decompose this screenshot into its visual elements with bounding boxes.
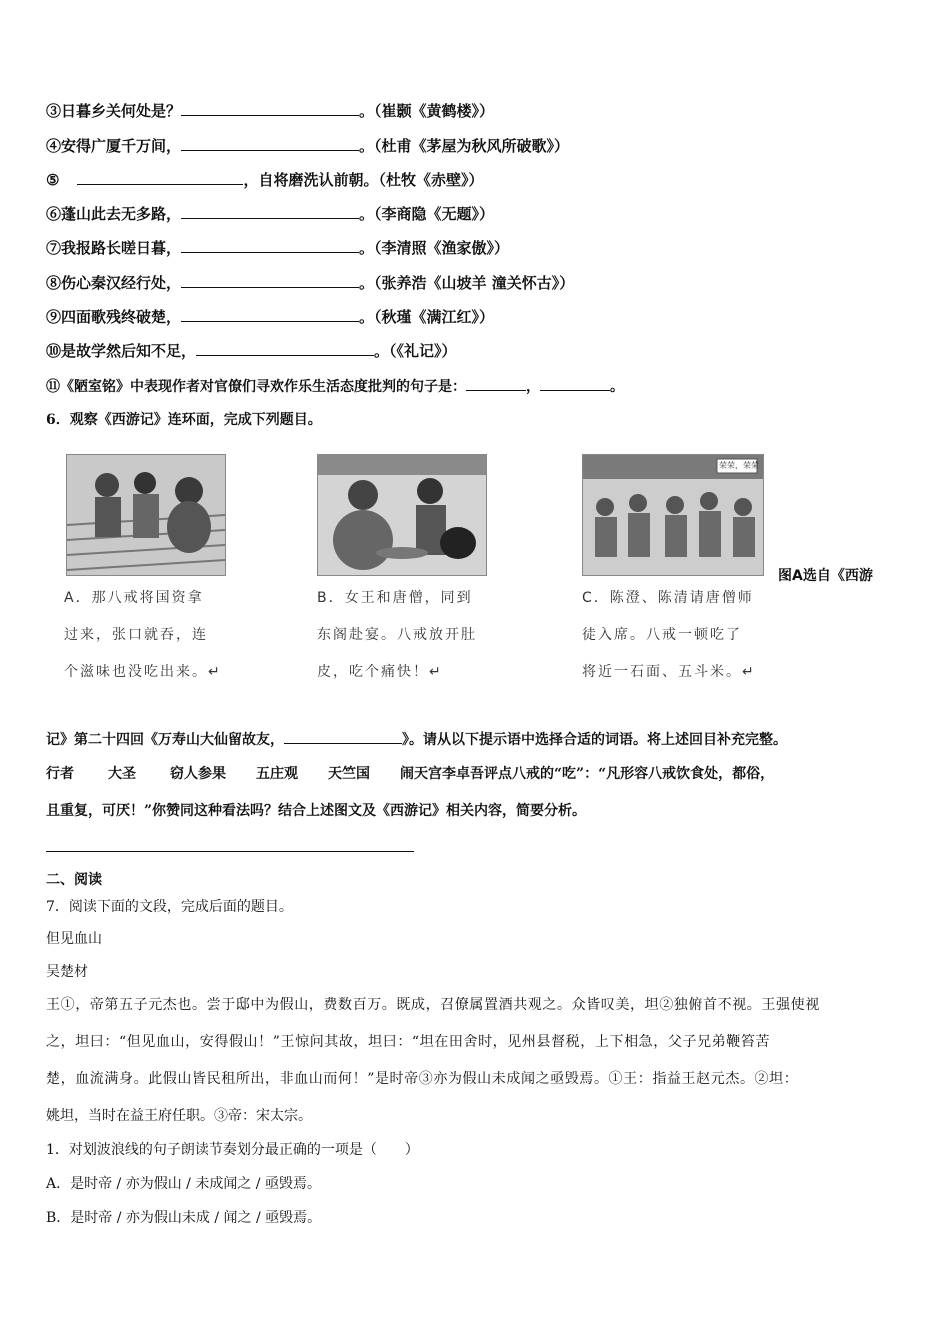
poem-text: 伤心秦汉经行处， — [61, 274, 182, 292]
question-text: 记》第二十四回《万寿山大仙留故友， — [46, 732, 284, 748]
poem-text: 日暮乡关何处是？ — [61, 102, 182, 120]
poem-text: 安得广厦千万间， — [61, 137, 182, 155]
option-word: 大圣 — [108, 766, 136, 782]
question-text: 》。请从以下提示语中选择合适的词语。将上述回目补充完整。 — [402, 732, 787, 748]
question-text: 闹天宫李卓吾评点八戒的“吃”：“凡形容八戒饮食处，都俗， — [400, 766, 775, 782]
answer-blank[interactable] — [466, 376, 526, 391]
answer-blank[interactable] — [196, 341, 374, 356]
item-number: ⑩ — [46, 342, 62, 360]
item-number: ⑥ — [46, 205, 62, 223]
poem-line-11 — [46, 376, 624, 397]
question-text: 《陋室铭》中表现作者对官僚们寻欢作乐生活态度批判的句子是： — [60, 379, 466, 395]
caption-line: 个滋味也没吃出来。↵ — [64, 664, 222, 680]
answer-blank[interactable] — [181, 101, 359, 116]
answer-blank[interactable] — [181, 273, 359, 288]
panel-c-sign: 荣荣，荣荣 — [719, 461, 759, 470]
poem-text: 我报路长嗟日暮， — [61, 239, 182, 257]
q6-text-line-1 — [46, 729, 787, 750]
article-paragraph-line: 楚，血流满身。此假山皆民租所出，非血山而何！”是时帝③亦为假山未成闻之亟毁焉。①王：指益王赵元杰。②坦： — [46, 1071, 799, 1087]
item-number: ⑦ — [46, 239, 62, 257]
poem-line-10 — [46, 341, 457, 361]
poem-line-8 — [46, 273, 574, 293]
poem-source: 。（张养浩《山坡羊 潼关怀古》） — [359, 274, 575, 292]
panel-c-caption — [582, 580, 756, 691]
poem-text: 蓬山此去无多路， — [61, 205, 182, 223]
option-b[interactable]: B．是时帝 / 亦为假山未成 / 闻之 / 亟毁焉。 — [46, 1210, 322, 1226]
q6-text-line-2 — [46, 764, 774, 784]
poem-line-7 — [46, 238, 509, 258]
poem-line-4 — [46, 136, 569, 156]
item-number: ⑨ — [46, 308, 62, 326]
q6-text-line-3: 且重复，可厌！”你赞同这种看法吗？结合上述图文及《西游记》相关内容，简要分析。 — [46, 803, 587, 819]
item-number: ③ — [46, 102, 62, 120]
answer-blank[interactable] — [540, 376, 610, 391]
item-number: ⑪ — [46, 379, 60, 395]
option-word: 五庄观 — [256, 766, 298, 782]
poem-text: 四面歌残终破楚， — [61, 308, 182, 326]
panel-b-caption — [317, 580, 477, 691]
poem-source: ，自将磨洗认前朝。（杜牧《赤壁》） — [243, 171, 484, 189]
period: 。 — [610, 379, 624, 395]
poem-source: 。（杜甫《茅屋为秋风所破歌》） — [359, 137, 570, 155]
caption-line: C．陈澄、陈清请唐僧师 — [582, 590, 754, 606]
article-author: 吴楚材 — [46, 964, 88, 980]
answer-blank[interactable] — [284, 729, 402, 744]
sub-question-1: 1．对划波浪线的句子朗读节奏划分最正确的一项是（ ） — [46, 1142, 419, 1158]
article-paragraph-line: 姚坦，当时在益王府任职。③帝：宋太宗。 — [46, 1108, 312, 1124]
comic-panel-c-image — [582, 454, 764, 576]
option-word: 天竺国 — [328, 766, 370, 782]
caption-line: A．那八戒将国资拿 — [64, 590, 204, 606]
caption-line: 皮，吃个痛快！↵ — [317, 664, 443, 680]
side-note: 图A选自《西游 — [778, 568, 873, 584]
answer-blank[interactable] — [181, 307, 359, 322]
answer-line[interactable] — [46, 851, 414, 852]
caption-line: 徒入席。八戒一顿吃了 — [582, 627, 742, 643]
comic-panel-b-image — [317, 454, 487, 576]
separator: ， — [526, 379, 540, 395]
comic-panel-a-image — [66, 454, 226, 576]
poem-line-9 — [46, 307, 494, 327]
poem-source: 。（崔颢《黄鹤楼》） — [359, 102, 495, 120]
option-word: 行者 — [46, 766, 74, 782]
panel-a-caption — [64, 580, 222, 691]
caption-line: 将近一石面、五斗米。↵ — [582, 664, 756, 680]
poem-source: 。（李清照《渔家傲》） — [359, 239, 510, 257]
option-a[interactable]: A．是时帝 / 亦为假山 / 未成闻之 / 亟毁焉。 — [46, 1176, 321, 1192]
question-7-title: 7．阅读下面的文段，完成后面的题目。 — [46, 899, 293, 915]
question-6-title: 6．观察《西游记》连环面，完成下列题目。 — [46, 412, 322, 428]
item-number: ⑤ — [46, 171, 60, 189]
answer-blank[interactable] — [77, 170, 243, 185]
poem-source: 。（《礼记》） — [374, 342, 457, 360]
answer-blank[interactable] — [181, 238, 359, 253]
poem-line-6 — [46, 204, 494, 224]
caption-line: 东阁赴宴。八戒放开肚 — [317, 627, 477, 643]
section-heading: 二、阅读 — [46, 872, 102, 888]
answer-blank[interactable] — [181, 136, 359, 151]
caption-line: 过来，张口就吞，连 — [64, 627, 208, 643]
item-number: ⑧ — [46, 274, 62, 292]
answer-blank[interactable] — [181, 204, 359, 219]
article-paragraph-line: 之，坦曰：“但见血山，安得假山！”王惊问其故，坦曰：“坦在田舍时，见州县督税，上下相急，父子兄弟鞭笞苦 — [46, 1034, 771, 1050]
poem-line-3 — [46, 101, 494, 121]
article-title: 但见血山 — [46, 931, 102, 947]
poem-line-5 — [46, 170, 483, 190]
caption-line: B．女王和唐僧，同到 — [317, 590, 473, 606]
poem-source: 。（秋瑾《满江红》） — [359, 308, 495, 326]
article-paragraph-line: 王①，帝第五子元杰也。尝于邸中为假山，费数百万。既成，召僚属置酒共观之。众皆叹美，坦②独俯首不视。王强使视 — [46, 997, 820, 1013]
item-number: ④ — [46, 137, 62, 155]
option-word: 窃人参果 — [170, 766, 226, 782]
poem-text: 是故学然后知不足， — [61, 342, 197, 360]
poem-source: 。（李商隐《无题》） — [359, 205, 495, 223]
